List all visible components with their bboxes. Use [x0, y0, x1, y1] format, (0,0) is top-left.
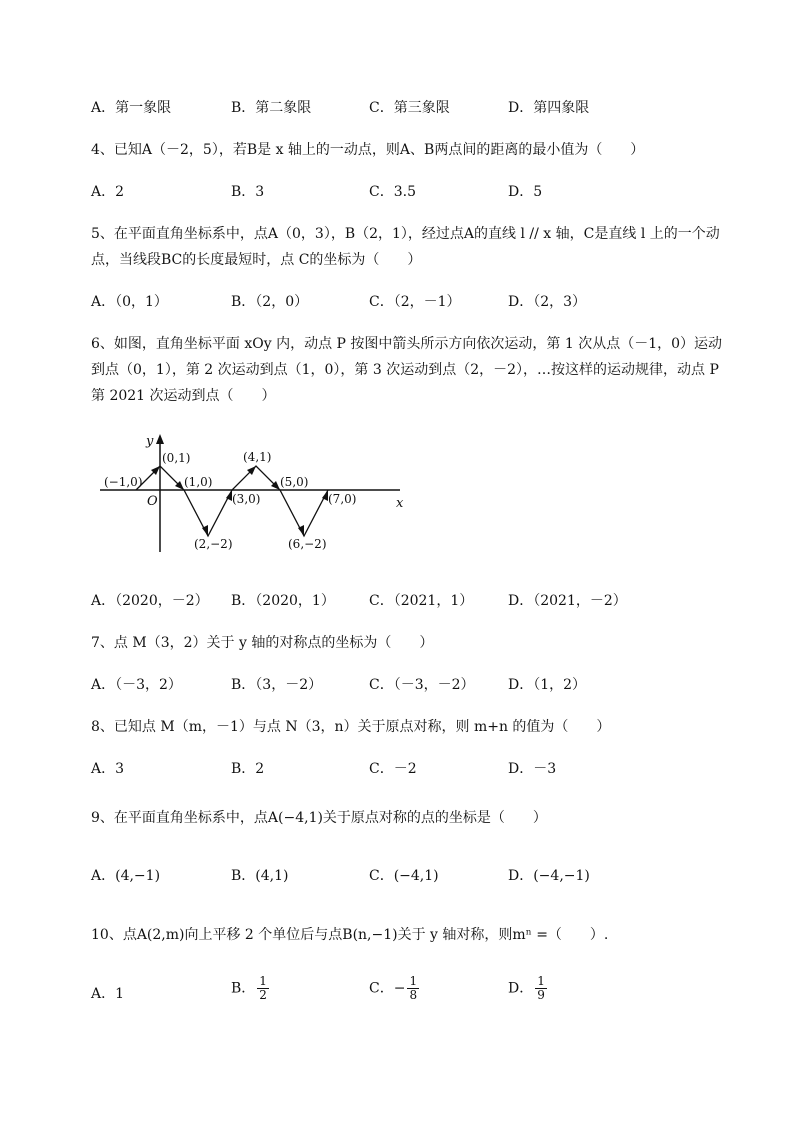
q6-option-b[interactable]: B．（2020，1）: [231, 593, 335, 609]
label-1-0: (1,0): [184, 475, 213, 489]
label-0-1: (0,1): [162, 451, 191, 465]
x-axis-label: x: [396, 496, 404, 511]
q8-option-a[interactable]: A．3: [91, 761, 125, 777]
q7-option-d[interactable]: D．（1，2）: [508, 677, 587, 693]
q10-option-c-denominator: 8: [409, 988, 418, 1002]
q6-option-d[interactable]: D．（2021，－2）: [508, 593, 627, 609]
q6-option-c[interactable]: C．（2021，1）: [369, 593, 474, 609]
q8-stem: 8、已知点 M（m，－1）与点 N（3，n）关于原点对称，则 m+n 的值为（ ）: [91, 719, 611, 735]
q10-option-d-numerator: 1: [537, 974, 545, 988]
q5-stem-line2: 点，当线段BC的长度最短时，点 C的坐标为（ ）: [91, 252, 422, 268]
q10-option-b[interactable]: [231, 975, 269, 1002]
q4-stem: 4、已知A（－2，5），若B是 x 轴上的一动点，则A、B两点间的距离的最小值为（ ）: [91, 142, 645, 158]
q10-option-d-denominator: 9: [537, 988, 545, 1002]
q9-stem: 9、在平面直角坐标系中，点A(−4,1)关于原点对称的点的坐标是（ ）: [91, 810, 547, 826]
q9-option-d[interactable]: D．(−4,−1): [508, 868, 590, 884]
q4-options: [91, 181, 751, 203]
q10-option-c-fraction: [407, 975, 419, 1002]
label-6-neg2: (6,−2): [288, 537, 327, 551]
q7-option-a[interactable]: A．（－3，2）: [91, 677, 182, 693]
label-2-neg2: (2,−2): [194, 537, 233, 551]
label-neg1-0: (−1,0): [104, 475, 143, 489]
q5-option-c[interactable]: C．（2，－1）: [369, 294, 461, 310]
q10-stem: 10、点A(2,m)向上平移 2 个单位后与点B(n,−1)关于 y 轴对称，则mⁿ =（ ）.: [91, 927, 609, 943]
y-axis-label: y: [146, 434, 154, 449]
q10-option-d[interactable]: [508, 975, 547, 1002]
q4-option-a[interactable]: A．2: [91, 184, 125, 200]
q10-option-c-prefix: C．−: [369, 980, 406, 997]
q10-option-d-fraction: [535, 975, 547, 1002]
q10-option-b-denominator: 2: [259, 988, 267, 1002]
q3-option-b[interactable]: B．第二象限: [231, 100, 312, 116]
q5-option-a[interactable]: A．（0，1）: [91, 294, 168, 310]
q9-option-c[interactable]: C．(−4,1): [369, 868, 439, 884]
q10-option-c[interactable]: [369, 975, 419, 1002]
y-axis-arrow: [156, 434, 164, 444]
q10-option-d-prefix: D．: [508, 980, 534, 997]
q5-option-d[interactable]: D．（2，3）: [508, 294, 587, 310]
q3-option-c[interactable]: C．第三象限: [369, 100, 450, 116]
q4-option-b[interactable]: B．3: [231, 184, 265, 200]
q7-option-b[interactable]: B．（3，－2）: [231, 677, 323, 693]
q8-option-c[interactable]: C．－2: [369, 761, 417, 777]
q7-options: [91, 674, 751, 696]
label-4-1: (4,1): [243, 450, 272, 464]
label-5-0: (5,0): [280, 475, 309, 489]
q8-option-b[interactable]: B．2: [231, 761, 265, 777]
q7-stem: 7、点 M（3，2）关于 y 轴的对称点的坐标为（ ）: [91, 635, 434, 651]
q6-figure: [100, 432, 420, 557]
q4-option-c[interactable]: C．3.5: [369, 184, 416, 200]
q10-option-b-fraction: [257, 975, 269, 1002]
q7-option-c[interactable]: C．（－3，－2）: [369, 677, 475, 693]
q6-stem-line2: 到点（0，1），第 2 次运动到点（1，0），第 3 次运动到点（2，－2），…按这样的运动规律，动点 P: [91, 362, 719, 378]
q5-options: [91, 291, 751, 313]
q9-option-b[interactable]: B．(4,1): [231, 868, 289, 884]
label-7-0: (7,0): [328, 492, 357, 506]
q9-options: [91, 865, 751, 887]
q3-option-d[interactable]: D．第四象限: [508, 100, 590, 116]
q5-option-b[interactable]: B．（2，0）: [231, 294, 309, 310]
q9-option-a[interactable]: A．(4,−1): [91, 868, 161, 884]
q5-stem-line1: 5、在平面直角坐标系中，点A（0，3），B（2，1），经过点A的直线 l // x 轴，C是直线 l 上的一个动: [91, 226, 720, 242]
q10-option-b-prefix: B．: [231, 980, 256, 997]
q4-option-d[interactable]: D．5: [508, 184, 543, 200]
q6-options: [91, 590, 751, 612]
q10-option-b-numerator: 1: [259, 974, 267, 988]
q10-options: [91, 975, 751, 1015]
q3-option-a[interactable]: A．第一象限: [91, 100, 172, 116]
q6-option-a[interactable]: A．（2020，－2）: [91, 593, 209, 609]
origin-label: O: [147, 494, 158, 509]
q6-stem-line3: 第 2021 次运动到点（ ）: [91, 388, 276, 404]
label-3-0: (3,0): [232, 492, 261, 506]
q3-options: [91, 97, 751, 119]
q10-option-c-numerator: 1: [409, 974, 418, 988]
q10-option-a[interactable]: A．1: [91, 986, 125, 1002]
q6-stem-line1: 6、如图，直角坐标平面 xOy 内，动点 P 按图中箭头所示方向依次运动，第 1 次从点（－1，0）运动: [91, 336, 723, 352]
q8-option-d[interactable]: D．－3: [508, 761, 557, 777]
q8-options: [91, 758, 751, 780]
